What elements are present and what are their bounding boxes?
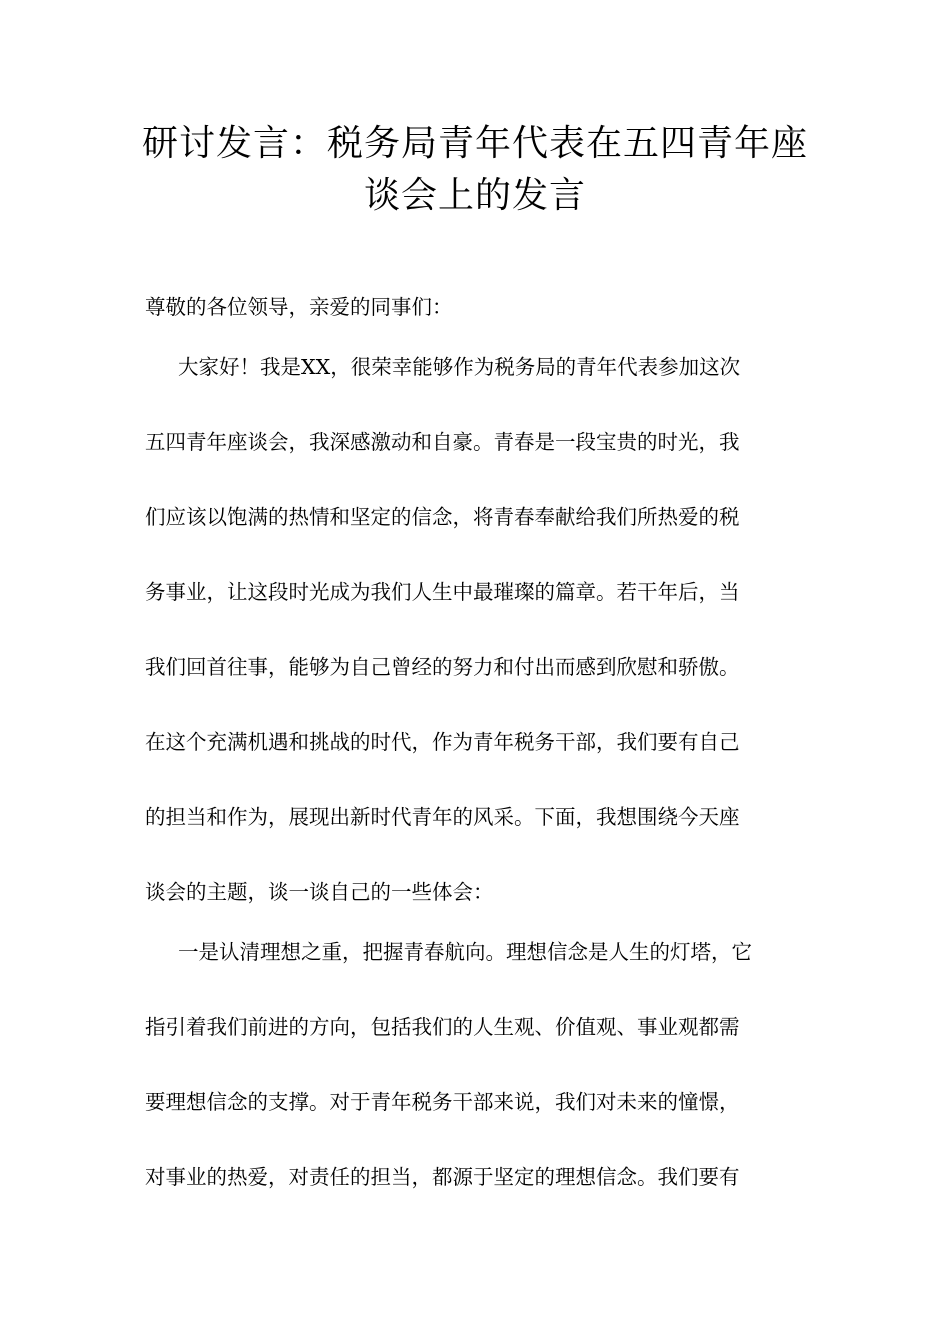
paragraph-2-line-2: 指引着我们前进的方向，包括我们的人生观、价值观、事业观都需 — [145, 1015, 740, 1039]
document-title-line-2: 谈会上的发言 — [363, 175, 586, 216]
paragraph-2-line-4: 对事业的热爱，对责任的担当，都源于坚定的理想信念。我们要有 — [145, 1165, 740, 1189]
paragraph-1-line-7: 的担当和作为，展现出新时代青年的风采。下面，我想围绕今天座 — [145, 805, 740, 829]
paragraph-2-line-3: 要理想信念的支撑。对于青年税务干部来说，我们对未来的憧憬， — [145, 1090, 740, 1114]
paragraph-1-line-2: 五四青年座谈会，我深感激动和自豪。青春是一段宝贵的时光，我 — [145, 430, 740, 454]
salutation: 尊敬的各位领导，亲爱的同事们： — [145, 295, 453, 319]
paragraph-2-line-1: 一是认清理想之重，把握青春航向。理想信念是人生的灯塔，它 — [178, 940, 752, 964]
paragraph-1-line-6: 在这个充满机遇和挑战的时代，作为青年税务干部，我们要有自己 — [145, 730, 740, 754]
paragraph-1-line-4: 务事业，让这段时光成为我们人生中最璀璨的篇章。若干年后，当 — [145, 580, 740, 604]
paragraph-1-line-3: 们应该以饱满的热情和坚定的信念，将青春奉献给我们所热爱的税 — [145, 505, 740, 529]
paragraph-1-line-5: 我们回首往事，能够为自己曾经的努力和付出而感到欣慰和骄傲。 — [145, 655, 740, 679]
paragraph-1-line-1: 大家好！我是XX，很荣幸能够作为税务局的青年代表参加这次 — [178, 355, 741, 379]
document-title-line-1: 研讨发言：税务局青年代表在五四青年座 — [141, 123, 808, 164]
paragraph-1-line-8: 谈会的主题，谈一谈自己的一些体会： — [145, 880, 494, 904]
